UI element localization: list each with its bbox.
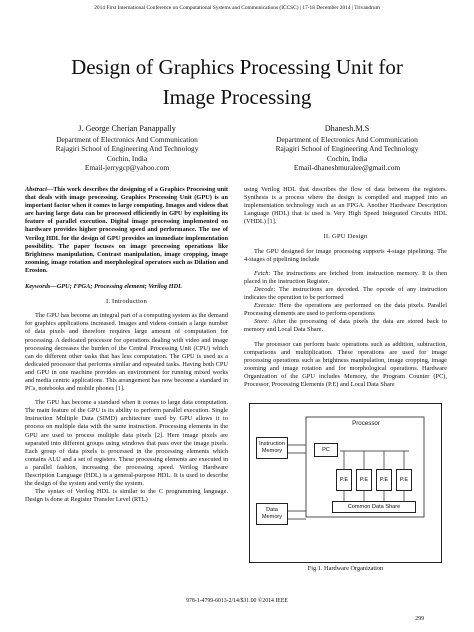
stage-text: Here the operations are performed on the data pixels. Parallel Processing elements are used to perform operations <box>244 302 447 318</box>
author-email: Email-jerrygcp@yahoo.com <box>84 163 170 173</box>
hardware-organization-figure <box>244 395 447 585</box>
paragraph: The GPU has become an integral part of a computing system as the demand for graphics applications increased. Images and videos contain a large number of data pixels and therefore requires large amount of computation for processing. A dedicated processor for operations dealing with video and image processing decreases the burden of the Central Processing Unit (CPU) which can do different other tasks that has less computation. The GPU is used as a dedicated processor that performs similar and repeated tasks. Having both CPU and GPU in one machine provides an environment for running mixed works and media centric applications. This arrangement has now become a standard in PCs, notebooks and mobile phones [1]. <box>25 312 228 393</box>
pipeline-stage-store <box>244 318 447 334</box>
paragraph: The GPU has become a standard when it comes to large data computation. The main feature of the GPU is its ability to perform parallel execution. Single Instruction Multiple Data (SIMD) architecture used by GPU allows it to process on multiple data with the same instruction. Processing elements in the GPU are used to process multiple data pixels [2]. Here image pixels are separated into different groups using windows that pass over the image pixels. Each group of data pixels is processed in the processing elements which contains ALU and a set of registers. These processing elements are executed in a parallel fashion, increasing the processing speed. Verilog Hardware Description Language (HDL) is a general-purpose HDL. It is used to describe the design of the system and verify the system. <box>25 399 228 488</box>
stage-label: Execute: <box>254 302 277 310</box>
author-name: Dhanesh.M.S <box>324 124 370 133</box>
figure-caption: Fig.1. Hardware Organization <box>307 565 384 573</box>
author-city: Cochin, India <box>106 153 148 163</box>
author-city: Cochin, India <box>326 153 368 163</box>
footer-isbn: 978-1-4799-6013-2/14/$31.00 ©2014 IEEE <box>186 598 288 604</box>
paragraph: The processor can perform basic operations such as addition, subtraction, comparisons and multiplication. These operations are used for image processing operations such as brightness manipulation, image cropping, image zooming and image rotation and for morphological operations. Hardware Organization of the GPU includes Memory, the Program Counter (PC), Processor, Processing Elements (P.E) and Local Data Share <box>244 340 447 388</box>
instruction-memory-block: Instruction Memory <box>256 437 288 459</box>
section-heading-gpu-design: II. GPU Design <box>323 233 368 241</box>
pipeline-stage-fetch <box>244 270 447 286</box>
left-column <box>25 186 228 504</box>
author-school: Rajagiri School of Engineering And Technology <box>55 144 199 154</box>
data-memory-block: Data Memory <box>256 503 288 525</box>
stage-label: Decode: <box>254 285 276 293</box>
author-dept: Department of Electronics And Communication <box>56 134 198 144</box>
stage-label: Fetch: <box>254 269 271 277</box>
conference-header: 2014 First International Conference on Computational Systems and Communications (ICCSC) | 17-18 December 2014 | Trivandrum <box>94 5 380 11</box>
stage-text: The instructions are fetched from instruction memory. It is then placed in the instruction Register. <box>244 269 447 285</box>
pipeline-stage-execute <box>244 302 447 318</box>
author-email: Email-dhaneshmuralee@gmail.com <box>293 163 401 173</box>
stage-text: After the processing of data pixels the data are stored back to memory and Local Data Share. <box>244 318 447 334</box>
abstract-text: This work describes the designing of a Graphics Processing unit that deals with image processing. Graphics Processing Unit (GPU) is an important factor when it comes to large computing. Images and videos that are having large data can be processed efficiently in GPU by exploiting its feature of parallel execution. Digital image processing implemented on hardware provides higher processing speed and performance. The use of Verilog HDL for the design of GPU provides an immediate implementation possibility. The paper focuses on image processing operations like Brightness manipulation, Contrast manipulation, image cropping, image zooming, image rotation and morphological operators such as Dilation and Erosion. <box>25 186 228 274</box>
author-name: J. George Cherian Panappally <box>78 124 176 133</box>
pe-block: P.E <box>396 469 412 491</box>
keywords: Keywords—GPU; FPGA; Processing element; Verilog HDL <box>25 283 182 291</box>
title-line-2: Image Processing <box>162 85 312 109</box>
paragraph: The syntax of Verilog HDL is similar to the C programming language. Design is done at Register Transfer Level (RTL) <box>25 488 228 504</box>
pe-block: P.E <box>336 469 352 491</box>
abstract <box>25 186 228 275</box>
abstract-lead: Abstract— <box>25 186 54 193</box>
author-block-1 <box>22 124 232 173</box>
pe-block: P.E <box>356 469 372 491</box>
author-block-2 <box>242 124 452 173</box>
common-data-share-block: Common Data Share <box>332 501 416 513</box>
title-line-1: Design of Graphics Processing Unit for <box>71 55 403 79</box>
page-number: 299 <box>415 616 424 622</box>
pe-block: P.E <box>376 469 392 491</box>
processor-label: Processor <box>336 421 396 428</box>
stage-text: The instructions are decoded. The opcode of any instruction indicates the operation to be performed <box>244 285 447 302</box>
author-dept: Department of Electronics And Communication <box>276 134 418 144</box>
pipeline-stage-decode <box>244 286 447 302</box>
right-column <box>244 186 447 585</box>
paper-title <box>0 52 474 112</box>
paragraph: using Verilog HDL that describes the flow of data between the registers. Synthesis is a process where the design is compiled and mapped into an implementation technology such as an FPGA. Another Hardware Description Language (HDL) that is used is Very High Speed Integrated Circuits HDL (VHDL) [1]. <box>244 186 447 226</box>
stage-label: Store: <box>254 318 270 326</box>
paragraph: The GPU designed for image processing supports 4-stage pipelining. The 4-stages of pipelining include <box>244 247 447 263</box>
section-heading-introduction: I. Introduction <box>105 298 148 306</box>
author-school: Rajagiri School of Engineering And Technology <box>275 144 419 154</box>
pc-block: PC <box>314 443 338 457</box>
